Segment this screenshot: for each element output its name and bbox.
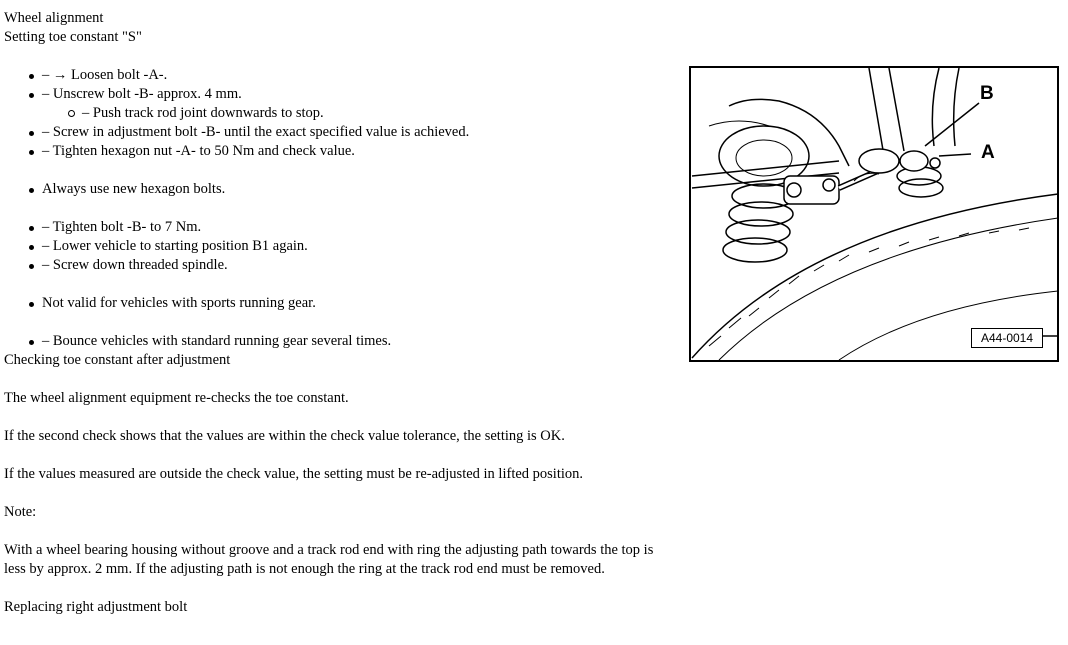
- callout-label-b: B: [980, 83, 994, 104]
- procedure-note: [4, 294, 674, 313]
- note-item: Always use new hexagon bolts.: [4, 180, 674, 199]
- note-text: With a wheel bearing housing without groove and a track rod end with ring the adjusting path towards the top is less by approx. 2 mm. If the adjusting path is not enough the ring at the track rod end must be removed.: [4, 542, 654, 577]
- sub-step-item: – Push track rod joint downwards to stop.: [4, 104, 674, 123]
- paragraph: If the second check shows that the values are within the check value tolerance, the setting is OK.: [4, 428, 565, 444]
- document-body: [4, 9, 674, 617]
- paragraph: The wheel alignment equipment re-checks the toe constant.: [4, 390, 349, 406]
- section-heading: Checking toe constant after adjustment: [4, 352, 231, 368]
- wheel-suspension-drawing: [689, 66, 1059, 362]
- paragraph: If the values measured are outside the check value, the setting must be re-adjusted in lifted position.: [4, 466, 584, 482]
- step-item: – → Loosen bolt -A-.: [4, 66, 674, 85]
- step-item: – Screw in adjustment bolt -B- until the exact specified value is achieved.: [4, 123, 674, 142]
- technical-illustration: [689, 66, 1059, 362]
- procedure-steps: [4, 332, 674, 351]
- callout-label-a: A: [981, 142, 995, 163]
- step-item: – Screw down threaded spindle.: [4, 256, 674, 275]
- figure-id: A44-0014: [971, 328, 1043, 348]
- step-item: – Bounce vehicles with standard running gear several times.: [4, 332, 674, 351]
- document-subtitle: Setting toe constant "S": [4, 29, 142, 45]
- note-label: Note:: [4, 504, 37, 520]
- document-title: Wheel alignment: [4, 10, 104, 26]
- procedure-note: [4, 180, 674, 199]
- procedure-steps: [4, 66, 674, 161]
- step-item: – Tighten hexagon nut -A- to 50 Nm and check value.: [4, 142, 674, 161]
- procedure-steps: [4, 218, 674, 275]
- section-heading: Replacing right adjustment bolt: [4, 599, 188, 615]
- step-item: – Lower vehicle to starting position B1 again.: [4, 237, 674, 256]
- step-item: – Tighten bolt -B- to 7 Nm.: [4, 218, 674, 237]
- step-item: – Unscrew bolt -B- approx. 4 mm.: [4, 85, 674, 104]
- note-item: Not valid for vehicles with sports running gear.: [4, 294, 674, 313]
